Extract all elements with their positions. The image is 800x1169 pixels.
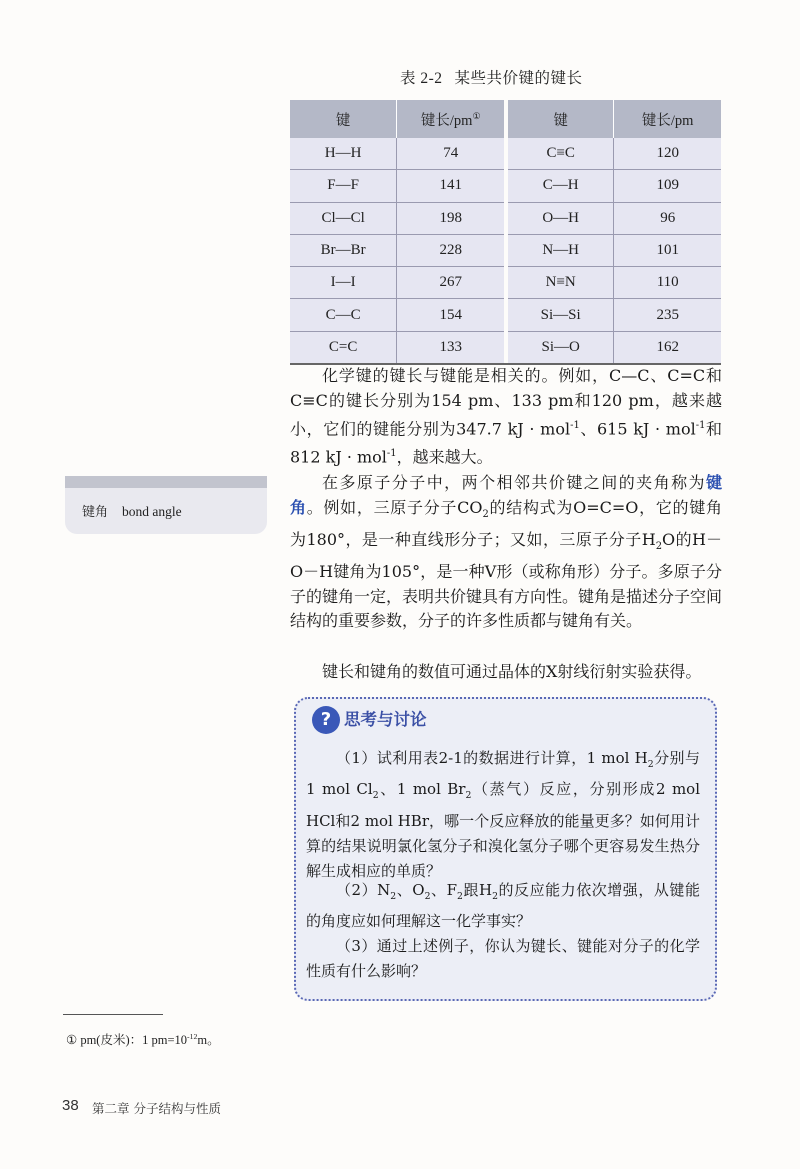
table-cell: 109 <box>614 170 721 202</box>
bond-length-table <box>290 100 721 355</box>
discussion-question-3: （3）通过上述例子，你认为键长、键能对分子的化学性质有什么影响？ <box>306 937 700 981</box>
table-cell: Br—Br <box>290 234 397 266</box>
footnote-divider <box>63 1014 163 1015</box>
discussion-question-1: （1）试利用表2-1的数据进行计算，1 mol $H_2$分别与1 mol $Cl_2$、1 mol $Br_2$（蒸气）反应，分别形成2 mol HCl和2 mol HBr，哪一个反应释放的能量更多？如何用计算的结果说明氯化氢分子和溴化氢分子哪个更容易发生热分解生成相应的单质？ <box>306 749 701 881</box>
table-cell: 198 <box>397 202 504 234</box>
table-cell: 120 <box>614 138 721 170</box>
table-cell: N—H <box>508 234 614 266</box>
term-bond-angle: 键角 <box>290 473 722 517</box>
question-icon: ? <box>312 706 340 734</box>
table-cell: 101 <box>614 234 721 266</box>
table-cell: C=C <box>290 331 397 364</box>
table-row <box>290 234 721 266</box>
table-row <box>290 299 721 331</box>
table-cell: O—H <box>508 202 614 234</box>
table-cell: Si—O <box>508 331 614 364</box>
table-row <box>290 170 721 202</box>
table-cell: 110 <box>614 267 721 299</box>
sidebar-term-en: bond angle <box>122 504 182 519</box>
header-bond-2: 键 <box>508 100 614 138</box>
table-cell: 133 <box>397 331 504 364</box>
table-cell: C—C <box>290 299 397 331</box>
table-cell: 235 <box>614 299 721 331</box>
table-row <box>290 202 721 234</box>
table-row <box>290 138 721 170</box>
table-cell: 162 <box>614 331 721 364</box>
header-length-1: 键长/pm① <box>397 100 504 138</box>
table-cell: H—H <box>290 138 397 170</box>
table-caption-number: 表 2-2 <box>400 70 443 87</box>
table-cell: 74 <box>397 138 504 170</box>
table-cell: Cl—Cl <box>290 202 397 234</box>
table-cell: I—I <box>290 267 397 299</box>
page-number: 38 <box>62 1097 79 1114</box>
table-row <box>290 267 721 299</box>
table-cell: 228 <box>397 234 504 266</box>
table-cell: 141 <box>397 170 504 202</box>
table-caption-title: 某些共价键的键长 <box>454 69 583 87</box>
table-cell: 267 <box>397 267 504 299</box>
paragraph-bond-angle: 在多原子分子中，两个相邻共价键之间的夹角称为键角。例如，三原子分子$CO_2$的结构式为O=C=O，它的键角为180°，是一种直线形分子；又如，三原子分子$H_2O$的H－O－H键角为105°，是一种V形（或称角形）分子。多原子分子的键角一定，表明共价键具有方向性。键角是描述分子空间结构的重要参数，分子的许多性质都与键角有关。 <box>290 473 723 631</box>
table-caption <box>400 66 583 88</box>
paragraph-xray: 键长和键角的数值可通过晶体的X射线衍射实验获得。 <box>322 662 702 681</box>
table-cell: F—F <box>290 170 397 202</box>
footnote: ① pm(皮米)：1 $pm=10^{-12}m$。 <box>66 1031 220 1047</box>
table-cell: C—H <box>508 170 614 202</box>
chapter-title: 第二章 分子结构与性质 <box>92 1101 221 1116</box>
discussion-title: 思考与讨论 <box>344 710 427 729</box>
sidebar-term-cn: 键角 <box>82 505 109 520</box>
sidebar-term <box>82 501 182 520</box>
table-header-row <box>290 100 721 138</box>
table-row <box>290 331 721 364</box>
table-cell: 154 <box>397 299 504 331</box>
table-cell: C≡C <box>508 138 614 170</box>
header-bond-1: 键 <box>290 100 397 138</box>
table-cell: N≡N <box>508 267 614 299</box>
table-cell: Si—Si <box>508 299 614 331</box>
paragraph-bond-length-energy: 化学键的键长与键能是相关的。例如，C—C、C=C和C≡C的键长分别为154 pm、133 pm和120 pm，越来越小，它们的键能分别为347.7 kJ · mol$^{-1}$、615 kJ · mol$^{-1}$和812 kJ · mol$^{-1}$，越来越大。 <box>290 366 722 467</box>
discussion-question-2: $(2)N_2$、$O_2$、$F_2$跟$H_2$的反应能力依次增强，从键能的角度应如何理解这一化学事实？ <box>306 881 700 931</box>
header-length-2: 键长/pm <box>614 100 721 138</box>
table-cell: 96 <box>614 202 721 234</box>
